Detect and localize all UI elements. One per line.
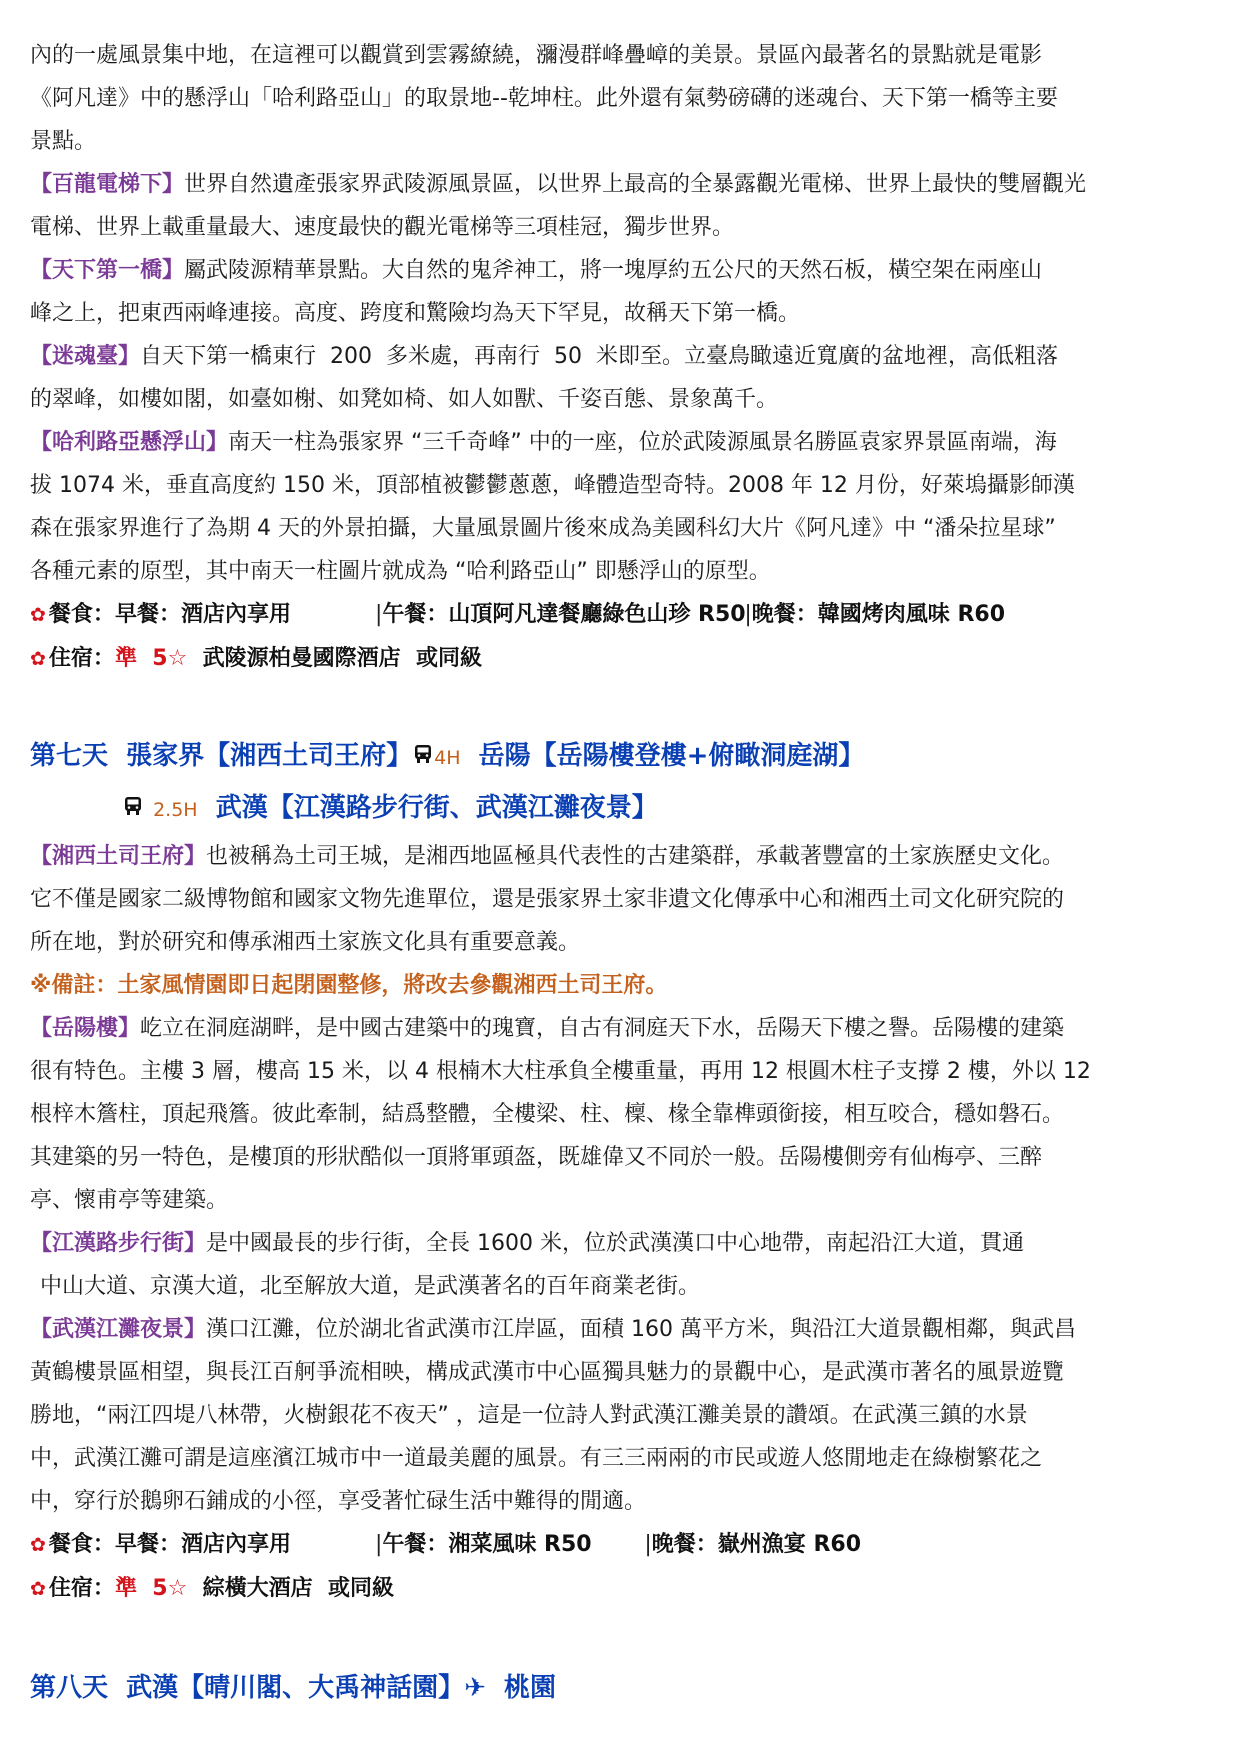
attraction-entry	[30, 835, 1220, 878]
divider: |	[374, 1532, 383, 1557]
day-heading	[30, 731, 1220, 783]
lodging-row	[30, 637, 1220, 681]
paragraph-line: 《阿凡達》中的懸浮山「哈利路亞山」的取景地--乾坤柱。此外還有氣勢磅礴的迷魂台、天下第一橋等主要	[30, 86, 1058, 111]
paragraph-line: 它不僅是國家二級博物館和國家文物先進單位，還是張家界土家非遺文化傳承中心和湘西土司文化研究院的	[30, 887, 1065, 912]
lodging-label: 住宿：	[48, 1576, 115, 1601]
paragraph-line: 很有特色。主樓 3 層，樓高 15 米，以 4 根楠木大柱承負全樓重量，再用 12 根圓木柱子支撐 2 樓，外以 12	[30, 1059, 1091, 1084]
paragraph-line: 勝地，“兩江四堤八林帶，火樹銀花不夜天” ，這是一位詩人對武漢江灘美景的讚頌。在武漢三鎮的水景	[30, 1403, 1028, 1428]
attraction-entry	[30, 249, 1220, 292]
flower-icon: ✿	[30, 604, 46, 626]
lodging-label: 住宿：	[48, 646, 115, 671]
paragraph-line: 森在張家界進行了為期 4 天的外景拍攝，大量風景圖片後來成為美國科幻大片《阿凡達》中 “潘朵拉星球”	[30, 516, 1056, 541]
paragraph-line: 所在地，對於研究和傳承湘西土家族文化具有重要意義。	[30, 930, 581, 955]
divider: |	[644, 1532, 652, 1557]
paragraph-line: 景點。	[30, 129, 97, 154]
paragraph-line: 亭、懷甫亭等建築。	[30, 1188, 229, 1213]
paragraph-line: 中山大道、京漢大道，北至解放大道，是武漢著名的百年商業老街。	[40, 1274, 701, 1299]
day-heading-part: 岳陽【岳陽樓登樓+俯瞰洞庭湖】	[478, 741, 865, 771]
attraction-text: 南天一柱為張家界 “三千奇峰” 中的一座，位於武陵源風景名勝區袁家界景區南端，海	[228, 430, 1057, 455]
day-heading-part: 武漢【江漢路步行街、武漢江灘夜景】	[215, 793, 658, 823]
attraction-tag: 【哈利路亞懸浮山】	[30, 430, 229, 455]
paragraph-line: 黃鶴樓景區相望，與長江百舸爭流相映，構成武漢市中心區獨具魅力的景觀中心，是武漢市著名的風景遊覽	[30, 1360, 1065, 1385]
day-heading-part: 桃園	[504, 1673, 557, 1703]
paragraph-line: 的翠峰，如樓如閣，如臺如榭、如凳如椅、如人如獸、千姿百態、景象萬千。	[30, 387, 779, 412]
attraction-entry	[30, 1308, 1220, 1351]
attraction-entry	[30, 335, 1220, 378]
meals-label: 餐食：	[48, 602, 115, 627]
divider: |	[374, 602, 383, 627]
attraction-text: 世界自然遺產張家界武陵源風景區，以世界上最高的全暴露觀光電梯、世界上最快的雙層觀光	[184, 172, 1087, 197]
meal-breakfast: 早餐：酒店內享用	[114, 602, 291, 627]
paragraph-line: 拔 1074 米，垂直高度約 150 米，頂部植被鬱鬱蔥蔥，峰體造型奇特。2008 年 12 月份，好萊塢攝影師漢	[30, 473, 1075, 498]
itinerary-page	[30, 34, 1220, 1713]
attraction-text: 是中國最長的步行街，全長 1600 米，位於武漢漢口中心地帶，南起沿江大道，貫通	[206, 1231, 1024, 1256]
meals-label: 餐食：	[48, 1532, 115, 1557]
attraction-entry	[30, 1007, 1220, 1050]
divider: |	[744, 602, 752, 627]
day-heading	[30, 783, 1220, 835]
bus-icon	[412, 732, 434, 782]
attraction-entry	[30, 163, 1220, 206]
attraction-text: 自天下第一橋東行 200 多米處，再南行 50 米即至。立臺鳥瞰遠近寬廣的盆地裡，高低粗落	[140, 344, 1058, 369]
lodging-row	[30, 1567, 1220, 1611]
day-heading-part: 第七天 張家界【湘西土司王府】	[30, 741, 413, 771]
attraction-entry	[30, 1222, 1220, 1265]
paragraph-line: 中，武漢江灘可謂是這座濱江城市中一道最美麗的風景。有三三兩兩的市民或遊人悠閒地走在綠樹繁花之	[30, 1446, 1043, 1471]
attraction-text: 屹立在洞庭湖畔，是中國古建築中的瑰寶，自古有洞庭天下水，岳陽天下樓之譽。岳陽樓的建築	[140, 1016, 1065, 1041]
section-gap	[30, 1611, 1220, 1663]
bus-icon	[122, 784, 144, 834]
attraction-entry	[30, 421, 1220, 464]
meal-dinner: 晚餐：韓國烤肉風味 R60	[751, 602, 1005, 627]
paragraph-line: 其建築的另一特色，是樓頂的形狀酷似一頂將軍頭盔，既雄偉又不同於一般。岳陽樓側旁有仙梅亭、三醉	[30, 1145, 1043, 1170]
meal-dinner: 晚餐：嶽州漁宴 R60	[651, 1532, 861, 1557]
meals-row	[30, 593, 1220, 637]
meal-lunch: 午餐：湘菜風味 R50	[382, 1532, 592, 1557]
travel-duration: 4H	[434, 747, 461, 769]
attraction-tag: 【江漢路步行街】	[30, 1231, 207, 1256]
hotel-name: 綜橫大酒店 或同級	[202, 1576, 394, 1601]
paragraph-line: 峰之上，把東西兩峰連接。高度、跨度和驚險均為天下罕見，故稱天下第一橋。	[30, 301, 801, 326]
hotel-name: 武陵源柏曼國際酒店 或同級	[202, 646, 482, 671]
flower-icon: ✿	[30, 1578, 46, 1600]
remark-note: ※備註：土家風情園即日起閉園整修，將改去參觀湘西土司王府。	[30, 973, 668, 998]
paragraph-line: 內的一處風景集中地，在這裡可以觀賞到雲霧繚繞，瀰漫群峰疊嶂的美景。景區內最著名的景點就是電影	[30, 43, 1043, 68]
attraction-text: 漢口江灘，位於湖北省武漢市江岸區，面積 160 萬平方米，與沿江大道景觀相鄰，與武昌	[206, 1317, 1076, 1342]
attraction-tag: 【迷魂臺】	[30, 344, 141, 369]
flower-icon: ✿	[30, 648, 46, 670]
day-heading-part: 第八天 武漢【晴川閣、大禹神話園】	[30, 1673, 465, 1703]
attraction-tag: 【岳陽樓】	[30, 1016, 141, 1041]
attraction-tag: 【百龍電梯下】	[30, 172, 185, 197]
travel-duration: 2.5H	[153, 799, 198, 821]
section-gap	[30, 681, 1220, 731]
meal-breakfast: 早餐：酒店內享用	[114, 1532, 291, 1557]
star-icon: ☆	[167, 1576, 188, 1601]
hotel-grade: 準 5	[114, 646, 168, 671]
day-heading	[30, 1663, 1220, 1713]
attraction-text: 屬武陵源精華景點。大自然的鬼斧神工，將一塊厚約五公尺的天然石板，橫空架在兩座山	[184, 258, 1043, 283]
meal-lunch: 午餐：山頂阿凡達餐廳綠色山珍 R50	[382, 602, 746, 627]
paragraph-line: 中，穿行於鵝卵石鋪成的小徑，享受著忙碌生活中難得的閒適。	[30, 1489, 647, 1514]
paragraph-line: 根梓木簷柱，頂起飛簷。彼此牽制，結爲整體，全樓梁、柱、檁、椽全靠榫頭銜接，相互咬合，穩如磐石。	[30, 1102, 1065, 1127]
paragraph-line: 電梯、世界上載重量最大、速度最快的觀光電梯等三項桂冠，獨步世界。	[30, 215, 735, 240]
attraction-tag: 【天下第一橋】	[30, 258, 185, 283]
hotel-grade: 準 5	[114, 1576, 168, 1601]
airplane-icon: ✈	[464, 1673, 486, 1703]
attraction-tag: 【湘西土司王府】	[30, 844, 207, 869]
meals-row	[30, 1523, 1220, 1567]
attraction-text: 也被稱為土司王城，是湘西地區極具代表性的古建築群，承載著豐富的土家族歷史文化。	[206, 844, 1065, 869]
star-icon: ☆	[167, 646, 188, 671]
paragraph-line: 各種元素的原型，其中南天一柱圖片就成為 “哈利路亞山” 即懸浮山的原型。	[30, 559, 771, 584]
attraction-tag: 【武漢江灘夜景】	[30, 1317, 207, 1342]
flower-icon: ✿	[30, 1534, 46, 1556]
